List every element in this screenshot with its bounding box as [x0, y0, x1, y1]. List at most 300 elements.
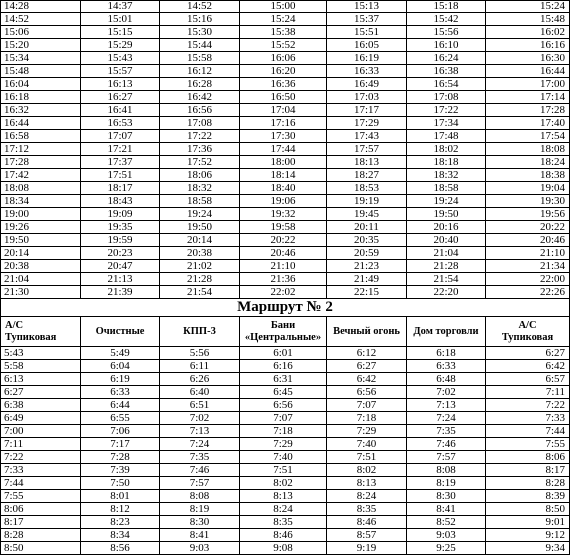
time-cell: 7:24: [407, 412, 486, 425]
time-cell: 8:41: [407, 503, 486, 516]
time-cell: 18:00: [240, 156, 327, 169]
time-cell: 20:35: [327, 234, 407, 247]
time-cell: 21:49: [327, 273, 407, 286]
time-cell: 17:57: [327, 143, 407, 156]
column-header-line: А/С: [518, 319, 537, 331]
time-cell: 8:46: [327, 516, 407, 529]
time-cell: 17:16: [240, 117, 327, 130]
time-cell: 17:03: [327, 91, 407, 104]
time-cell: 19:09: [81, 208, 160, 221]
route-1-schedule: [1, 1, 570, 299]
time-cell: 8:19: [407, 477, 486, 490]
time-cell: 7:51: [240, 464, 327, 477]
time-cell: 20:22: [486, 221, 570, 234]
time-cell: 7:24: [160, 438, 240, 451]
time-cell: 15:42: [407, 13, 486, 26]
time-cell: 15:51: [327, 26, 407, 39]
time-cell: 16:53: [81, 117, 160, 130]
time-cell: 21:04: [1, 273, 81, 286]
time-cell: 16:41: [81, 104, 160, 117]
time-cell: 6:01: [240, 347, 327, 360]
time-cell: 15:44: [160, 39, 240, 52]
time-cell: 6:27: [486, 347, 570, 360]
time-cell: 15:20: [1, 39, 81, 52]
time-cell: 8:02: [240, 477, 327, 490]
time-cell: 15:37: [327, 13, 407, 26]
time-cell: 7:17: [81, 438, 160, 451]
time-cell: 6:13: [1, 373, 81, 386]
time-cell: 17:48: [407, 130, 486, 143]
time-cell: 16:36: [240, 78, 327, 91]
time-cell: 7:11: [486, 386, 570, 399]
time-cell: 6:27: [327, 360, 407, 373]
time-cell: 19:35: [81, 221, 160, 234]
column-header: [240, 317, 327, 347]
time-cell: 17:34: [407, 117, 486, 130]
time-cell: 19:24: [407, 195, 486, 208]
time-cell: 19:56: [486, 208, 570, 221]
time-cell: 22:20: [407, 286, 486, 299]
time-cell: 18:14: [240, 169, 327, 182]
time-cell: 8:02: [327, 464, 407, 477]
time-cell: 6:31: [240, 373, 327, 386]
table-row: [1, 221, 570, 234]
time-cell: 17:42: [1, 169, 81, 182]
time-cell: 20:47: [81, 260, 160, 273]
time-cell: 8:17: [1, 516, 81, 529]
time-cell: 18:34: [1, 195, 81, 208]
time-cell: 6:48: [407, 373, 486, 386]
time-cell: 17:14: [486, 91, 570, 104]
time-cell: 17:21: [81, 143, 160, 156]
time-cell: 6:18: [407, 347, 486, 360]
time-cell: 15:48: [486, 13, 570, 26]
time-cell: 7:13: [407, 399, 486, 412]
time-cell: 16:56: [160, 104, 240, 117]
table-row: [1, 425, 570, 438]
time-cell: 15:24: [240, 13, 327, 26]
time-cell: 8:19: [160, 503, 240, 516]
time-cell: 8:08: [160, 490, 240, 503]
table-row: [1, 273, 570, 286]
time-cell: 17:37: [81, 156, 160, 169]
time-cell: 20:46: [486, 234, 570, 247]
route-2-title-row: [1, 299, 570, 317]
time-cell: 8:46: [240, 529, 327, 542]
route-2-header: [1, 299, 570, 347]
time-cell: 7:29: [327, 425, 407, 438]
time-cell: 5:43: [1, 347, 81, 360]
time-cell: 15:16: [160, 13, 240, 26]
time-cell: 21:04: [407, 247, 486, 260]
time-cell: 18:13: [327, 156, 407, 169]
time-cell: 16:33: [327, 65, 407, 78]
column-header-line: «Центральные»: [244, 331, 322, 343]
time-cell: 19:26: [1, 221, 81, 234]
time-cell: 9:03: [160, 542, 240, 555]
time-cell: 21:28: [160, 273, 240, 286]
time-cell: 7:46: [160, 464, 240, 477]
time-cell: 8:50: [486, 503, 570, 516]
time-cell: 7:22: [486, 399, 570, 412]
time-cell: 21:30: [1, 286, 81, 299]
table-row: [1, 1, 570, 13]
time-cell: 16:18: [1, 91, 81, 104]
time-cell: 19:59: [81, 234, 160, 247]
time-cell: 19:00: [1, 208, 81, 221]
time-cell: 20:22: [240, 234, 327, 247]
column-header-line: Тупиковая: [5, 331, 57, 343]
time-cell: 5:56: [160, 347, 240, 360]
time-cell: 8:56: [81, 542, 160, 555]
time-cell: 17:44: [240, 143, 327, 156]
table-row: [1, 39, 570, 52]
time-cell: 16:05: [327, 39, 407, 52]
time-cell: 7:13: [160, 425, 240, 438]
time-cell: 5:58: [1, 360, 81, 373]
time-cell: 15:43: [81, 52, 160, 65]
time-cell: 8:34: [81, 529, 160, 542]
time-cell: 15:18: [407, 1, 486, 13]
route-2-schedule: [1, 347, 570, 555]
time-cell: 19:50: [1, 234, 81, 247]
time-cell: 7:07: [240, 412, 327, 425]
time-cell: 17:08: [160, 117, 240, 130]
table-row: [1, 117, 570, 130]
time-cell: 6:11: [160, 360, 240, 373]
time-cell: 18:24: [486, 156, 570, 169]
time-cell: 7:57: [160, 477, 240, 490]
time-cell: 19:58: [240, 221, 327, 234]
time-cell: 21:36: [240, 273, 327, 286]
time-cell: 16:28: [160, 78, 240, 91]
time-cell: 8:35: [327, 503, 407, 516]
time-cell: 15:00: [240, 1, 327, 13]
time-cell: 9:25: [407, 542, 486, 555]
time-cell: 19:50: [407, 208, 486, 221]
time-cell: 7:51: [327, 451, 407, 464]
column-header: [81, 317, 160, 347]
time-cell: 15:38: [240, 26, 327, 39]
time-cell: 15:30: [160, 26, 240, 39]
time-cell: 7:50: [81, 477, 160, 490]
time-cell: 8:30: [160, 516, 240, 529]
time-cell: 7:33: [1, 464, 81, 477]
time-cell: 15:48: [1, 65, 81, 78]
time-cell: 8:50: [1, 542, 81, 555]
table-row: [1, 156, 570, 169]
time-cell: 8:24: [240, 503, 327, 516]
time-cell: 16:58: [1, 130, 81, 143]
table-row: [1, 143, 570, 156]
time-cell: 21:34: [486, 260, 570, 273]
time-cell: 21:10: [486, 247, 570, 260]
time-cell: 7:55: [486, 438, 570, 451]
time-cell: 8:13: [240, 490, 327, 503]
time-cell: 22:15: [327, 286, 407, 299]
time-cell: 7:11: [1, 438, 81, 451]
time-cell: 18:40: [240, 182, 327, 195]
time-cell: 8:35: [240, 516, 327, 529]
time-cell: 19:04: [486, 182, 570, 195]
table-row: [1, 234, 570, 247]
column-header: [327, 317, 407, 347]
time-cell: 6:42: [486, 360, 570, 373]
time-cell: 15:06: [1, 26, 81, 39]
time-cell: 7:06: [81, 425, 160, 438]
time-cell: 17:40: [486, 117, 570, 130]
time-cell: 17:00: [486, 78, 570, 91]
time-cell: 18:27: [327, 169, 407, 182]
column-header: [160, 317, 240, 347]
table-row: [1, 490, 570, 503]
table-row: [1, 26, 570, 39]
column-header-line: Дом торговли: [413, 325, 479, 337]
table-row: [1, 104, 570, 117]
time-cell: 17:08: [407, 91, 486, 104]
time-cell: 6:27: [1, 386, 81, 399]
table-row: [1, 451, 570, 464]
time-cell: 6:16: [240, 360, 327, 373]
time-cell: 6:19: [81, 373, 160, 386]
column-header-line: А/С: [5, 319, 24, 331]
time-cell: 16:16: [486, 39, 570, 52]
time-cell: 17:36: [160, 143, 240, 156]
time-cell: 16:20: [240, 65, 327, 78]
time-cell: 21:10: [240, 260, 327, 273]
table-row: [1, 464, 570, 477]
time-cell: 18:43: [81, 195, 160, 208]
time-cell: 18:58: [407, 182, 486, 195]
time-cell: 15:52: [240, 39, 327, 52]
time-cell: 18:58: [160, 195, 240, 208]
time-cell: 5:49: [81, 347, 160, 360]
time-cell: 8:01: [81, 490, 160, 503]
time-cell: 16:38: [407, 65, 486, 78]
table-row: [1, 386, 570, 399]
time-cell: 7:33: [486, 412, 570, 425]
time-cell: 8:08: [407, 464, 486, 477]
time-cell: 7:02: [160, 412, 240, 425]
time-cell: 6:45: [240, 386, 327, 399]
time-cell: 19:24: [160, 208, 240, 221]
time-cell: 21:02: [160, 260, 240, 273]
time-cell: 18:08: [486, 143, 570, 156]
time-cell: 20:59: [327, 247, 407, 260]
time-cell: 16:54: [407, 78, 486, 91]
time-cell: 8:52: [407, 516, 486, 529]
time-cell: 18:38: [486, 169, 570, 182]
table-row: [1, 169, 570, 182]
time-cell: 16:42: [160, 91, 240, 104]
time-cell: 7:02: [407, 386, 486, 399]
route-2-column-headers: [1, 317, 570, 347]
time-cell: 15:58: [160, 52, 240, 65]
time-cell: 6:56: [327, 386, 407, 399]
time-cell: 18:02: [407, 143, 486, 156]
table-row: [1, 208, 570, 221]
time-cell: 17:30: [240, 130, 327, 143]
time-cell: 22:00: [486, 273, 570, 286]
time-cell: 18:32: [407, 169, 486, 182]
time-cell: 19:30: [486, 195, 570, 208]
time-cell: 15:01: [81, 13, 160, 26]
time-cell: 6:42: [327, 373, 407, 386]
table-row: [1, 516, 570, 529]
time-cell: 8:57: [327, 529, 407, 542]
time-cell: 16:32: [1, 104, 81, 117]
time-cell: 14:37: [81, 1, 160, 13]
time-cell: 16:13: [81, 78, 160, 91]
time-cell: 6:26: [160, 373, 240, 386]
table-row: [1, 91, 570, 104]
time-cell: 8:06: [1, 503, 81, 516]
time-cell: 17:51: [81, 169, 160, 182]
time-cell: 7:35: [407, 425, 486, 438]
time-cell: 15:57: [81, 65, 160, 78]
time-cell: 8:13: [327, 477, 407, 490]
table-row: [1, 286, 570, 299]
time-cell: 19:45: [327, 208, 407, 221]
time-cell: 17:22: [160, 130, 240, 143]
time-cell: 7:18: [327, 412, 407, 425]
table-row: [1, 438, 570, 451]
time-cell: 9:12: [486, 529, 570, 542]
time-cell: 14:28: [1, 1, 81, 13]
table-row: [1, 13, 570, 26]
time-cell: 17:28: [1, 156, 81, 169]
time-cell: 17:54: [486, 130, 570, 143]
time-cell: 6:33: [407, 360, 486, 373]
time-cell: 7:57: [407, 451, 486, 464]
time-cell: 20:46: [240, 247, 327, 260]
column-header-line: Бани: [270, 319, 296, 331]
time-cell: 7:40: [240, 451, 327, 464]
table-row: [1, 78, 570, 91]
column-header: [407, 317, 486, 347]
time-cell: 6:12: [327, 347, 407, 360]
time-cell: 8:24: [327, 490, 407, 503]
column-header: [1, 317, 81, 347]
time-cell: 21:54: [407, 273, 486, 286]
time-cell: 9:34: [486, 542, 570, 555]
time-cell: 17:04: [240, 104, 327, 117]
time-cell: 7:39: [81, 464, 160, 477]
time-cell: 6:57: [486, 373, 570, 386]
time-cell: 17:28: [486, 104, 570, 117]
time-cell: 16:27: [81, 91, 160, 104]
time-cell: 16:24: [407, 52, 486, 65]
time-cell: 16:49: [327, 78, 407, 91]
time-cell: 7:40: [327, 438, 407, 451]
time-cell: 19:50: [160, 221, 240, 234]
time-cell: 7:55: [1, 490, 81, 503]
time-cell: 6:04: [81, 360, 160, 373]
time-cell: 20:40: [407, 234, 486, 247]
table-row: [1, 260, 570, 273]
time-cell: 16:10: [407, 39, 486, 52]
time-cell: 7:44: [1, 477, 81, 490]
time-cell: 8:30: [407, 490, 486, 503]
time-cell: 15:56: [407, 26, 486, 39]
time-cell: 7:35: [160, 451, 240, 464]
table-row: [1, 347, 570, 360]
time-cell: 8:17: [486, 464, 570, 477]
table-row: [1, 399, 570, 412]
time-cell: 17:43: [327, 130, 407, 143]
table-row: [1, 195, 570, 208]
time-cell: 16:04: [1, 78, 81, 91]
time-cell: 20:14: [1, 247, 81, 260]
time-cell: 18:18: [407, 156, 486, 169]
time-cell: 7:07: [327, 399, 407, 412]
time-cell: 18:32: [160, 182, 240, 195]
time-cell: 16:06: [240, 52, 327, 65]
table-row: [1, 412, 570, 425]
time-cell: 7:44: [486, 425, 570, 438]
table-row: [1, 182, 570, 195]
column-header-line: Очистные: [95, 325, 145, 337]
table-row: [1, 542, 570, 555]
table-row: [1, 529, 570, 542]
time-cell: 15:24: [486, 1, 570, 13]
time-cell: 16:50: [240, 91, 327, 104]
column-header-line: КПП-3: [183, 325, 216, 337]
time-cell: 6:49: [1, 412, 81, 425]
time-cell: 15:15: [81, 26, 160, 39]
time-cell: 21:54: [160, 286, 240, 299]
time-cell: 8:28: [486, 477, 570, 490]
table-row: [1, 503, 570, 516]
column-header: [486, 317, 570, 347]
time-cell: 7:00: [1, 425, 81, 438]
time-cell: 19:32: [240, 208, 327, 221]
time-cell: 20:38: [160, 247, 240, 260]
column-header-line: Тупиковая: [501, 331, 554, 343]
time-cell: 21:28: [407, 260, 486, 273]
time-cell: 6:33: [81, 386, 160, 399]
time-cell: 6:44: [81, 399, 160, 412]
table-row: [1, 477, 570, 490]
time-cell: 17:12: [1, 143, 81, 156]
time-cell: 6:38: [1, 399, 81, 412]
time-cell: 16:02: [486, 26, 570, 39]
time-cell: 8:12: [81, 503, 160, 516]
time-cell: 17:22: [407, 104, 486, 117]
time-cell: 9:03: [407, 529, 486, 542]
table-row: [1, 65, 570, 78]
table-row: [1, 247, 570, 260]
time-cell: 7:46: [407, 438, 486, 451]
time-cell: 16:30: [486, 52, 570, 65]
time-cell: 21:13: [81, 273, 160, 286]
time-cell: 8:28: [1, 529, 81, 542]
time-cell: 6:40: [160, 386, 240, 399]
time-cell: 17:52: [160, 156, 240, 169]
time-cell: 19:19: [327, 195, 407, 208]
time-cell: 20:14: [160, 234, 240, 247]
time-cell: 6:51: [160, 399, 240, 412]
table-row: [1, 130, 570, 143]
time-cell: 7:22: [1, 451, 81, 464]
time-cell: 21:39: [81, 286, 160, 299]
time-cell: 15:29: [81, 39, 160, 52]
time-cell: 9:01: [486, 516, 570, 529]
time-cell: 16:44: [1, 117, 81, 130]
time-cell: 7:29: [240, 438, 327, 451]
time-cell: 18:06: [160, 169, 240, 182]
time-cell: 6:56: [240, 399, 327, 412]
